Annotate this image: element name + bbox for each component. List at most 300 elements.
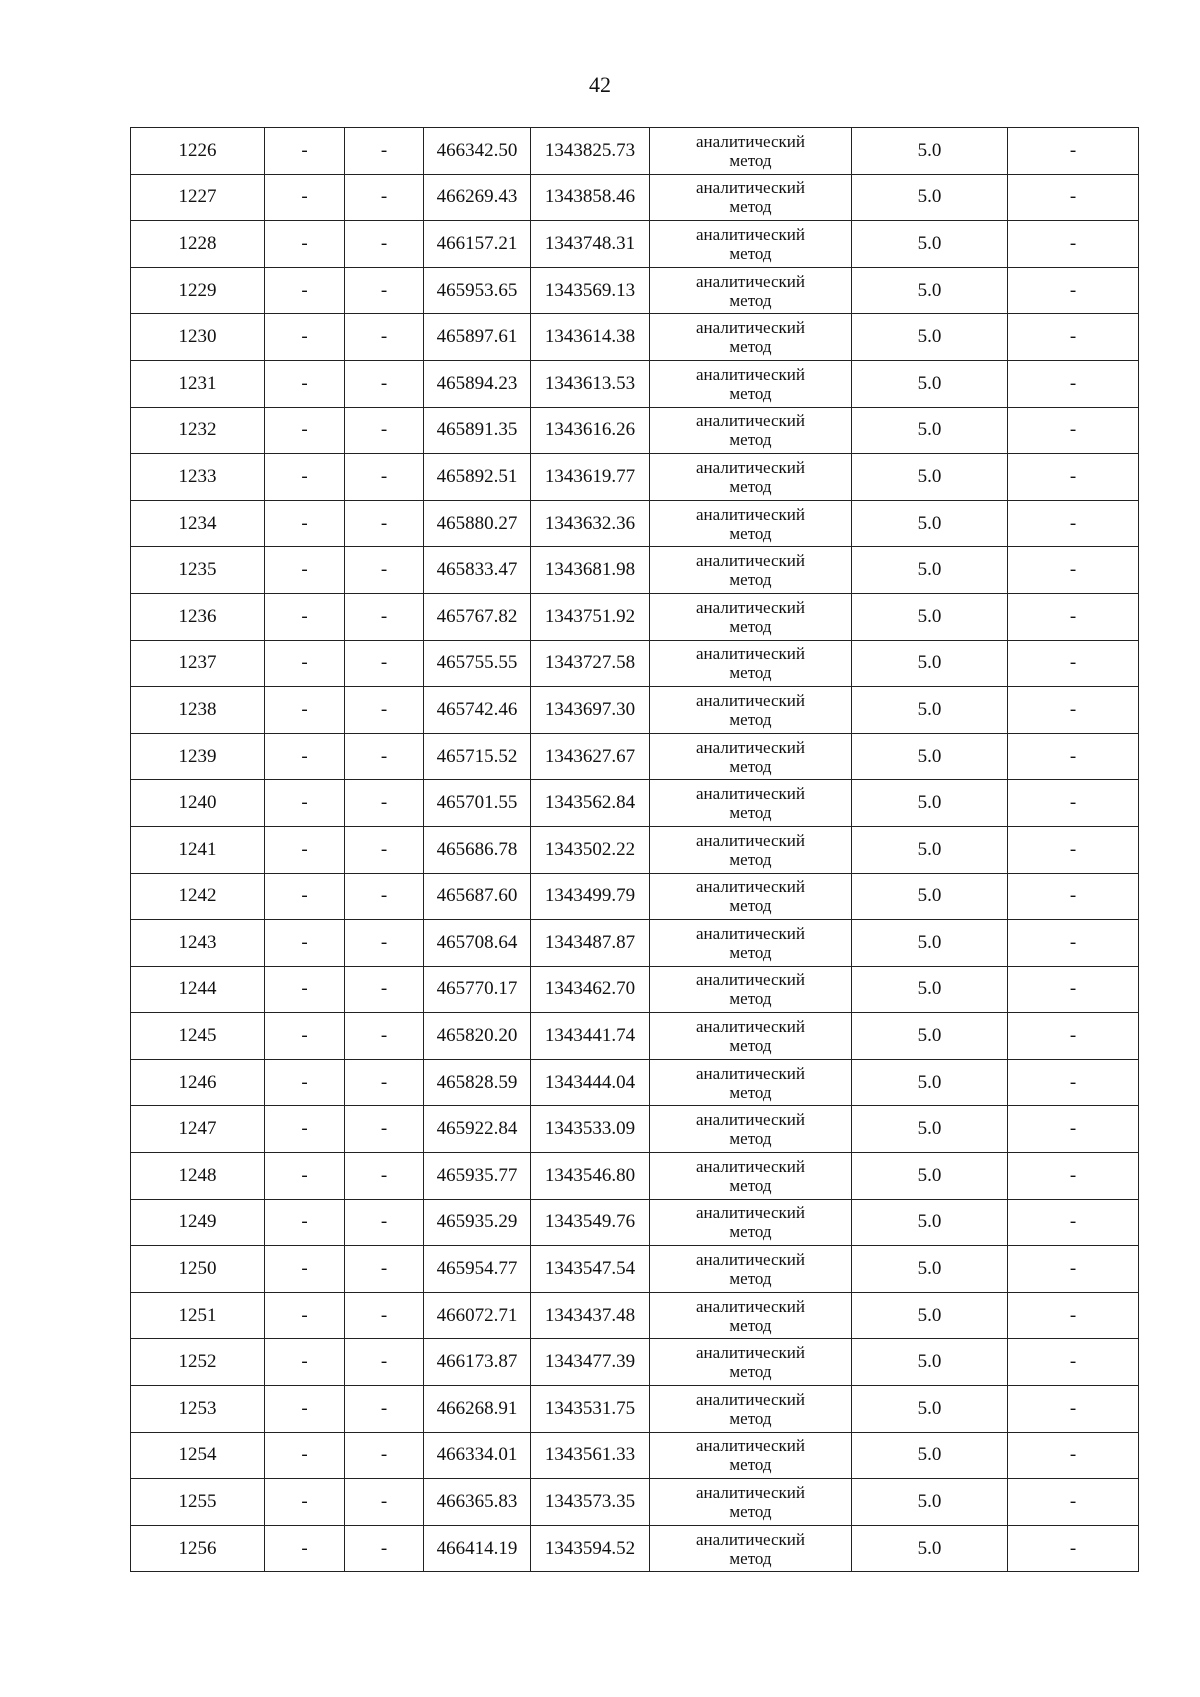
x-coordinate-cell: 465935.77 [424,1153,531,1200]
table-row [131,314,1139,361]
accuracy-cell: 5.0 [852,873,1008,920]
y-coordinate-cell: 1343613.53 [531,360,650,407]
note-cell: - [1008,640,1139,687]
point-number-cell: 1242 [131,873,265,920]
method-line-1: аналитический [696,644,805,664]
method-cell [650,1479,852,1526]
x-coordinate-cell: 466269.43 [424,174,531,221]
method-cell [650,780,852,827]
method-cell [650,1106,852,1153]
dash-cell: - [345,966,424,1013]
x-coordinate-cell: 465828.59 [424,1059,531,1106]
dash-cell: - [265,873,345,920]
x-coordinate-cell: 466365.83 [424,1479,531,1526]
x-coordinate-cell: 465954.77 [424,1246,531,1293]
y-coordinate-cell: 1343561.33 [531,1432,650,1479]
point-number-cell: 1236 [131,593,265,640]
dash-cell: - [265,640,345,687]
dash-cell: - [265,1479,345,1526]
dash-cell: - [345,780,424,827]
note-cell: - [1008,1013,1139,1060]
dash-cell: - [265,826,345,873]
accuracy-cell: 5.0 [852,1059,1008,1106]
method-line-2: метод [729,476,772,496]
point-number-cell: 1254 [131,1432,265,1479]
dash-cell: - [265,1153,345,1200]
table-row [131,966,1139,1013]
table-row [131,1432,1139,1479]
method-line-2: метод [729,243,772,263]
point-number-cell: 1243 [131,920,265,967]
y-coordinate-cell: 1343547.54 [531,1246,650,1293]
x-coordinate-cell: 465820.20 [424,1013,531,1060]
accuracy-cell: 5.0 [852,1153,1008,1200]
point-number-cell: 1246 [131,1059,265,1106]
note-cell: - [1008,780,1139,827]
x-coordinate-cell: 465742.46 [424,687,531,734]
accuracy-cell: 5.0 [852,500,1008,547]
method-cell [650,873,852,920]
method-cell [650,1292,852,1339]
point-number-cell: 1234 [131,500,265,547]
dash-cell: - [265,174,345,221]
dash-cell: - [265,966,345,1013]
method-line-1: аналитический [696,131,805,151]
note-cell: - [1008,221,1139,268]
dash-cell: - [265,221,345,268]
y-coordinate-cell: 1343549.76 [531,1199,650,1246]
x-coordinate-cell: 465891.35 [424,407,531,454]
dash-cell: - [265,1246,345,1293]
x-coordinate-cell: 465687.60 [424,873,531,920]
accuracy-cell: 5.0 [852,687,1008,734]
dash-cell: - [345,407,424,454]
dash-cell: - [265,407,345,454]
method-line-1: аналитический [696,364,805,384]
y-coordinate-cell: 1343858.46 [531,174,650,221]
table-row [131,1153,1139,1200]
dash-cell: - [345,1153,424,1200]
dash-cell: - [345,1339,424,1386]
dash-cell: - [265,547,345,594]
accuracy-cell: 5.0 [852,593,1008,640]
dash-cell: - [345,314,424,361]
table-row [131,1386,1139,1433]
method-line-1: аналитический [696,411,805,431]
accuracy-cell: 5.0 [852,1106,1008,1153]
x-coordinate-cell: 466414.19 [424,1525,531,1572]
dash-cell: - [345,500,424,547]
y-coordinate-cell: 1343487.87 [531,920,650,967]
table-row [131,687,1139,734]
x-coordinate-cell: 465922.84 [424,1106,531,1153]
point-number-cell: 1244 [131,966,265,1013]
method-line-2: метод [729,1408,772,1428]
dash-cell: - [265,1059,345,1106]
dash-cell: - [345,360,424,407]
point-number-cell: 1255 [131,1479,265,1526]
dash-cell: - [265,128,345,175]
note-cell: - [1008,1246,1139,1293]
method-line-1: аналитический [696,830,805,850]
method-cell [650,826,852,873]
y-coordinate-cell: 1343531.75 [531,1386,650,1433]
accuracy-cell: 5.0 [852,547,1008,594]
table-row [131,454,1139,501]
accuracy-cell: 5.0 [852,966,1008,1013]
method-cell [650,454,852,501]
method-line-1: аналитический [696,178,805,198]
method-cell [650,1059,852,1106]
method-line-1: аналитический [696,224,805,244]
method-cell [650,966,852,1013]
note-cell: - [1008,1153,1139,1200]
accuracy-cell: 5.0 [852,1432,1008,1479]
note-cell: - [1008,454,1139,501]
dash-cell: - [265,1386,345,1433]
point-number-cell: 1233 [131,454,265,501]
method-cell [650,407,852,454]
accuracy-cell: 5.0 [852,314,1008,361]
table-row [131,1059,1139,1106]
method-cell [650,174,852,221]
accuracy-cell: 5.0 [852,267,1008,314]
point-number-cell: 1245 [131,1013,265,1060]
note-cell: - [1008,920,1139,967]
dash-cell: - [265,593,345,640]
method-cell [650,314,852,361]
note-cell: - [1008,500,1139,547]
method-line-1: аналитический [696,1110,805,1130]
accuracy-cell: 5.0 [852,1479,1008,1526]
dash-cell: - [265,454,345,501]
dash-cell: - [345,1432,424,1479]
method-line-1: аналитический [696,784,805,804]
method-line-1: аналитический [696,318,805,338]
method-line-2: метод [729,849,772,869]
method-cell [650,1386,852,1433]
method-line-1: аналитический [696,1436,805,1456]
method-line-2: метод [729,1175,772,1195]
table-row [131,1106,1139,1153]
x-coordinate-cell: 466334.01 [424,1432,531,1479]
dash-cell: - [265,1432,345,1479]
y-coordinate-cell: 1343681.98 [531,547,650,594]
dash-cell: - [345,1246,424,1293]
x-coordinate-cell: 466072.71 [424,1292,531,1339]
method-line-1: аналитический [696,504,805,524]
table-row [131,407,1139,454]
dash-cell: - [265,687,345,734]
note-cell: - [1008,547,1139,594]
table-row [131,128,1139,175]
y-coordinate-cell: 1343441.74 [531,1013,650,1060]
y-coordinate-cell: 1343614.38 [531,314,650,361]
point-number-cell: 1249 [131,1199,265,1246]
method-cell [650,687,852,734]
note-cell: - [1008,733,1139,780]
dash-cell: - [345,454,424,501]
table-row [131,500,1139,547]
table-row [131,267,1139,314]
dash-cell: - [265,1292,345,1339]
table-row [131,221,1139,268]
dash-cell: - [345,733,424,780]
table-row [131,1292,1139,1339]
dash-cell: - [345,174,424,221]
method-line-2: метод [729,197,772,217]
method-line-1: аналитический [696,1343,805,1363]
method-line-2: метод [729,1315,772,1335]
accuracy-cell: 5.0 [852,733,1008,780]
x-coordinate-cell: 466157.21 [424,221,531,268]
table-row [131,1339,1139,1386]
dash-cell: - [265,920,345,967]
method-line-2: метод [729,989,772,1009]
dash-cell: - [345,128,424,175]
method-line-2: метод [729,1502,772,1522]
method-line-1: аналитический [696,1017,805,1037]
table-row [131,873,1139,920]
y-coordinate-cell: 1343562.84 [531,780,650,827]
note-cell: - [1008,873,1139,920]
table-row [131,1013,1139,1060]
note-cell: - [1008,267,1139,314]
method-line-1: аналитический [696,597,805,617]
method-line-1: аналитический [696,877,805,897]
x-coordinate-cell: 465953.65 [424,267,531,314]
y-coordinate-cell: 1343727.58 [531,640,650,687]
table-row [131,547,1139,594]
method-line-2: метод [729,616,772,636]
point-number-cell: 1237 [131,640,265,687]
point-number-cell: 1250 [131,1246,265,1293]
dash-cell: - [345,920,424,967]
note-cell: - [1008,966,1139,1013]
point-number-cell: 1251 [131,1292,265,1339]
point-number-cell: 1235 [131,547,265,594]
note-cell: - [1008,1292,1139,1339]
dash-cell: - [345,593,424,640]
method-cell [650,267,852,314]
x-coordinate-cell: 465880.27 [424,500,531,547]
x-coordinate-cell: 465894.23 [424,360,531,407]
method-line-1: аналитический [696,737,805,757]
point-number-cell: 1229 [131,267,265,314]
coordinates-table [130,127,1139,1572]
dash-cell: - [265,1106,345,1153]
y-coordinate-cell: 1343627.67 [531,733,650,780]
note-cell: - [1008,1106,1139,1153]
method-cell [650,640,852,687]
method-cell [650,1339,852,1386]
accuracy-cell: 5.0 [852,640,1008,687]
x-coordinate-cell: 465701.55 [424,780,531,827]
x-coordinate-cell: 465715.52 [424,733,531,780]
point-number-cell: 1248 [131,1153,265,1200]
method-line-2: метод [729,1548,772,1568]
method-line-2: метод [729,803,772,823]
dash-cell: - [345,1292,424,1339]
x-coordinate-cell: 465833.47 [424,547,531,594]
method-cell [650,1153,852,1200]
table-body [131,128,1139,1572]
table-row [131,1199,1139,1246]
accuracy-cell: 5.0 [852,454,1008,501]
dash-cell: - [345,221,424,268]
accuracy-cell: 5.0 [852,221,1008,268]
x-coordinate-cell: 465767.82 [424,593,531,640]
method-line-2: метод [729,430,772,450]
dash-cell: - [265,1199,345,1246]
y-coordinate-cell: 1343444.04 [531,1059,650,1106]
method-line-1: аналитический [696,970,805,990]
x-coordinate-cell: 466342.50 [424,128,531,175]
x-coordinate-cell: 465755.55 [424,640,531,687]
dash-cell: - [345,1059,424,1106]
method-line-1: аналитический [696,1296,805,1316]
point-number-cell: 1232 [131,407,265,454]
note-cell: - [1008,1339,1139,1386]
method-cell [650,1525,852,1572]
method-line-2: метод [729,523,772,543]
method-line-1: аналитический [696,1250,805,1270]
dash-cell: - [265,1525,345,1572]
note-cell: - [1008,826,1139,873]
method-line-2: метод [729,756,772,776]
point-number-cell: 1252 [131,1339,265,1386]
accuracy-cell: 5.0 [852,174,1008,221]
y-coordinate-cell: 1343825.73 [531,128,650,175]
point-number-cell: 1253 [131,1386,265,1433]
method-line-2: метод [729,570,772,590]
note-cell: - [1008,407,1139,454]
y-coordinate-cell: 1343477.39 [531,1339,650,1386]
page-number: 42 [589,72,611,97]
x-coordinate-cell: 465897.61 [424,314,531,361]
y-coordinate-cell: 1343632.36 [531,500,650,547]
method-cell [650,221,852,268]
method-cell [650,547,852,594]
accuracy-cell: 5.0 [852,1292,1008,1339]
y-coordinate-cell: 1343616.26 [531,407,650,454]
dash-cell: - [265,267,345,314]
method-line-1: аналитический [696,1156,805,1176]
dash-cell: - [345,1386,424,1433]
point-number-cell: 1239 [131,733,265,780]
dash-cell: - [265,314,345,361]
point-number-cell: 1256 [131,1525,265,1572]
table-row [131,1525,1139,1572]
note-cell: - [1008,1432,1139,1479]
y-coordinate-cell: 1343499.79 [531,873,650,920]
table-row [131,593,1139,640]
method-line-2: метод [729,942,772,962]
method-line-2: метод [729,1036,772,1056]
note-cell: - [1008,687,1139,734]
method-line-2: метод [729,383,772,403]
method-cell [650,1432,852,1479]
y-coordinate-cell: 1343697.30 [531,687,650,734]
accuracy-cell: 5.0 [852,1525,1008,1572]
point-number-cell: 1231 [131,360,265,407]
method-line-1: аналитический [696,551,805,571]
accuracy-cell: 5.0 [852,360,1008,407]
point-number-cell: 1228 [131,221,265,268]
method-line-2: метод [729,1269,772,1289]
dash-cell: - [345,1479,424,1526]
method-line-2: метод [729,709,772,729]
note-cell: - [1008,128,1139,175]
dash-cell: - [265,1339,345,1386]
table-row [131,920,1139,967]
method-line-2: метод [729,1222,772,1242]
method-cell [650,1199,852,1246]
note-cell: - [1008,1199,1139,1246]
method-cell [650,1013,852,1060]
table-row [131,733,1139,780]
table-row [131,640,1139,687]
x-coordinate-cell: 465935.29 [424,1199,531,1246]
dash-cell: - [345,1013,424,1060]
point-number-cell: 1240 [131,780,265,827]
y-coordinate-cell: 1343619.77 [531,454,650,501]
note-cell: - [1008,593,1139,640]
accuracy-cell: 5.0 [852,1013,1008,1060]
accuracy-cell: 5.0 [852,128,1008,175]
dash-cell: - [265,1013,345,1060]
accuracy-cell: 5.0 [852,407,1008,454]
table-row [131,174,1139,221]
method-line-2: метод [729,1455,772,1475]
accuracy-cell: 5.0 [852,780,1008,827]
point-number-cell: 1227 [131,174,265,221]
method-line-2: метод [729,290,772,310]
x-coordinate-cell: 465892.51 [424,454,531,501]
dash-cell: - [345,640,424,687]
point-number-cell: 1247 [131,1106,265,1153]
method-line-1: аналитический [696,1063,805,1083]
point-number-cell: 1241 [131,826,265,873]
method-line-1: аналитический [696,690,805,710]
method-line-1: аналитический [696,1203,805,1223]
method-line-1: аналитический [696,457,805,477]
table-row [131,780,1139,827]
dash-cell: - [345,1106,424,1153]
method-cell [650,128,852,175]
dash-cell: - [265,500,345,547]
note-cell: - [1008,174,1139,221]
dash-cell: - [345,1525,424,1572]
method-line-2: метод [729,337,772,357]
method-line-1: аналитический [696,1483,805,1503]
x-coordinate-cell: 466268.91 [424,1386,531,1433]
method-cell [650,920,852,967]
y-coordinate-cell: 1343748.31 [531,221,650,268]
y-coordinate-cell: 1343533.09 [531,1106,650,1153]
y-coordinate-cell: 1343437.48 [531,1292,650,1339]
y-coordinate-cell: 1343502.22 [531,826,650,873]
dash-cell: - [265,360,345,407]
method-line-2: метод [729,663,772,683]
x-coordinate-cell: 465708.64 [424,920,531,967]
accuracy-cell: 5.0 [852,1339,1008,1386]
note-cell: - [1008,1479,1139,1526]
accuracy-cell: 5.0 [852,1199,1008,1246]
dash-cell: - [345,547,424,594]
table-row [131,1479,1139,1526]
note-cell: - [1008,1525,1139,1572]
